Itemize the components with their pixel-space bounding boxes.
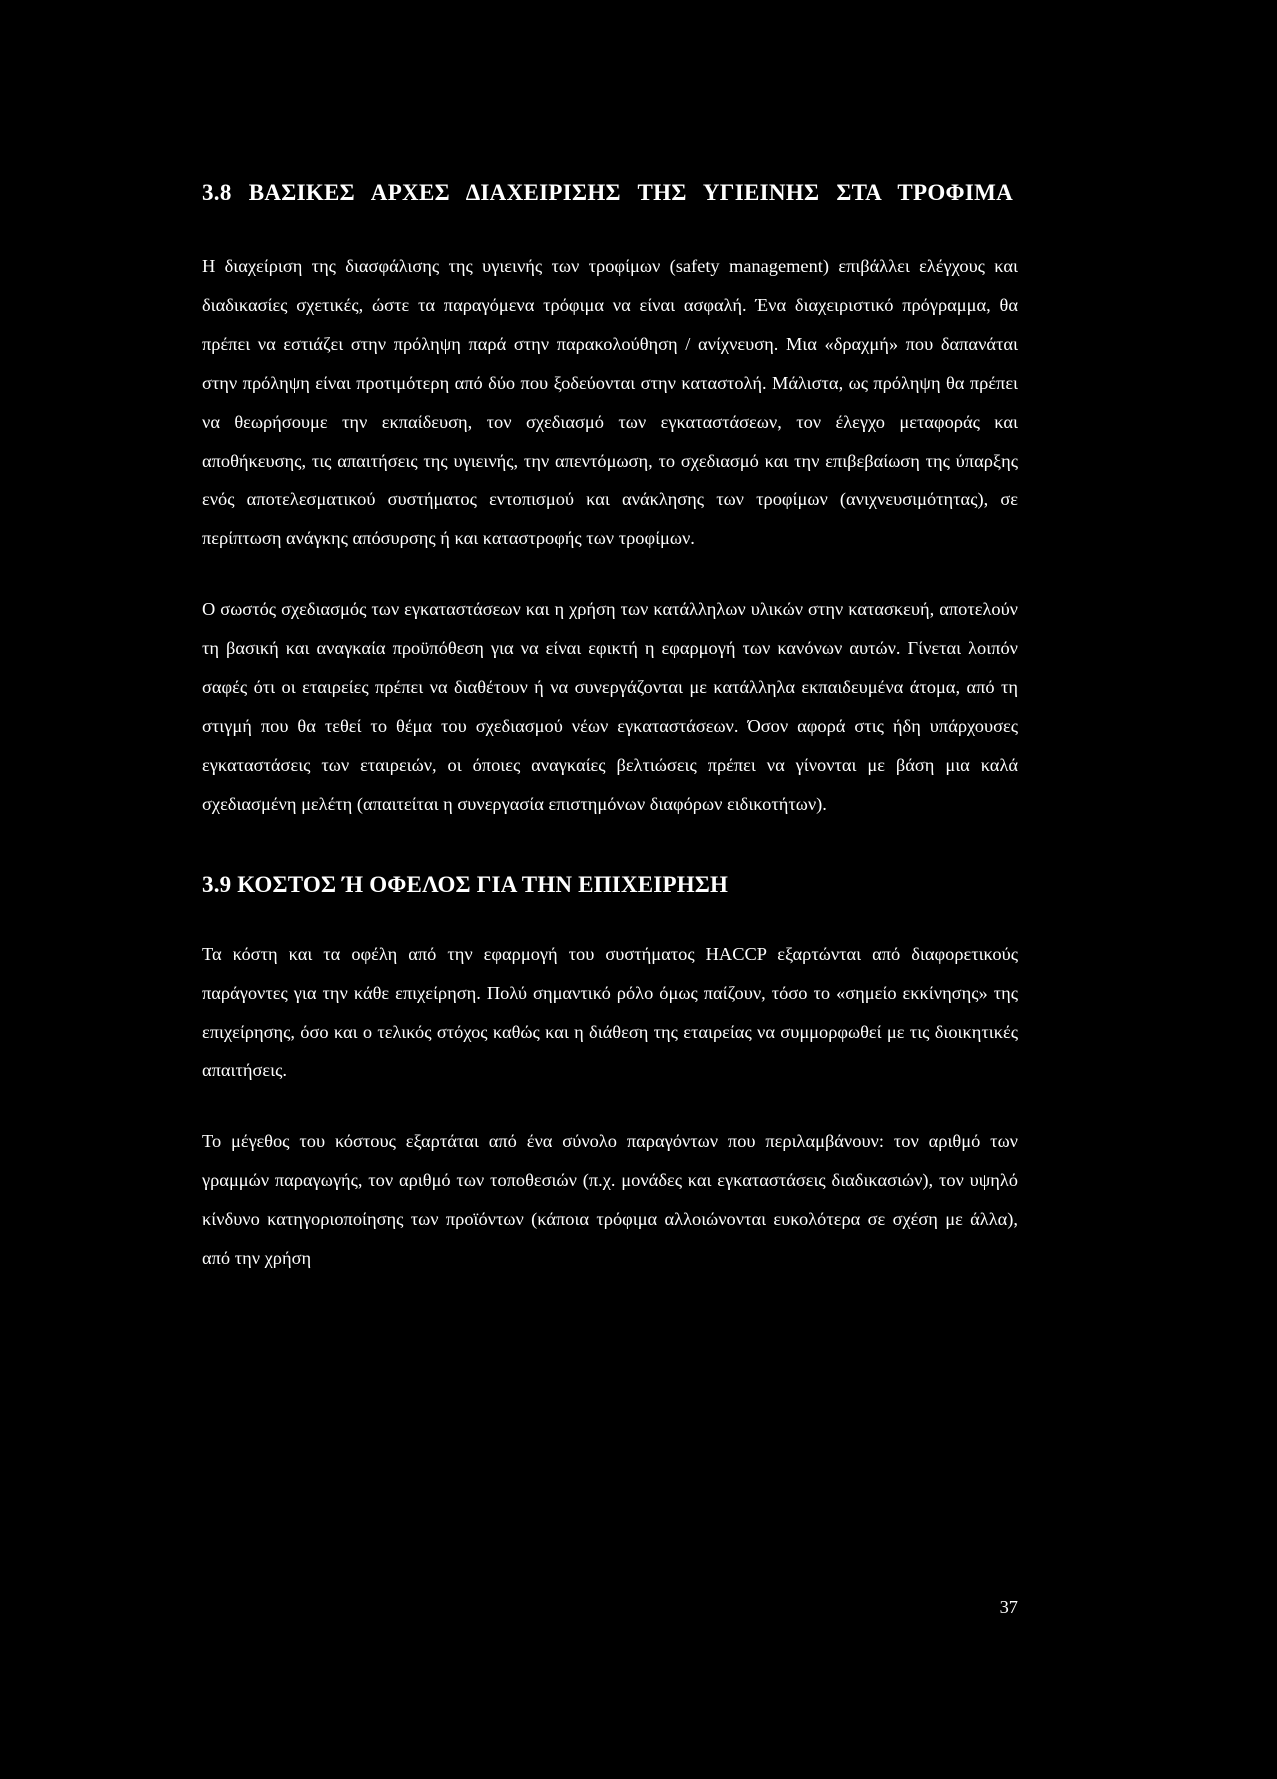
spacer: [202, 905, 1018, 935]
section-3-8-paragraph-1: Η διαχείριση της διασφάλισης της υγιεινής των τροφίμων (safety management) επιβάλλει ελέγχους και διαδικασίες σχετικές, ώστε τα παραγόμενα τρόφιμα να είναι ασφαλή. Ένα διαχειριστικό πρόγραμμα, θα πρέπει να εστιάζει στην πρόληψη παρά στην παρακολούθηση / ανίχνευση. Μια «δραχμή» που δαπανάται στην πρόληψη είναι προτιμότερη από δύο που ξοδεύονται στην καταστολή. Μάλιστα, ως πρόληψη θα πρέπει να θεωρήσουμε την εκπαίδευση, τον σχεδιασμό των εγκαταστάσεων, τον έλεγχο μεταφοράς και αποθήκευσης, τις απαιτήσεις της υγιεινής, την απεντόμωση, το σχεδιασμό και την επιβεβαίωση της ύπαρξης ενός αποτελεσματικού συστήματος εντοπισμού και ανάκλησης των τροφίμων (ανιχνευσιμότητας), σε περίπτωση ανάγκης απόσυρσης ή και καταστροφής των τροφίμων.: [202, 256, 1018, 549]
page-content: [202, 172, 1018, 1278]
section-3-8-heading: 3.8 ΒΑΣΙΚΕΣ ΑΡΧΕΣ ΔΙΑΧΕΙΡΙΣΗΣ ΤΗΣ ΥΓΙΕΙΝΗΣ ΣΤΑ ΤΡΟΦΙΜΑ: [202, 180, 1014, 205]
spacer: [202, 558, 1018, 590]
spacer: [202, 213, 1018, 247]
section-3-8-paragraph-2: Ο σωστός σχεδιασμός των εγκαταστάσεων και η χρήση των κατάλληλων υλικών στην κατασκευή, αποτελούν τη βασική και αναγκαία προϋπόθεση για να είναι εφικτή η εφαρμογή των κανόνων αυτών. Γίνεται λοιπόν σαφές ότι οι εταιρείες πρέπει να διαθέτουν ή να συνεργάζονται με κατάλληλα εκπαιδευμένα άτομα, από τη στιγμή που θα τεθεί το θέμα του σχεδιασμού νέων εγκαταστάσεων. Όσον αφορά στις ήδη υπάρχουσες εγκαταστάσεις των εταιρειών, οι όποιες αναγκαίες βελτιώσεις πρέπει να γίνονται με βάση μια καλά σχεδιασμένη μελέτη (απαιτείται η συνεργασία επιστημόνων διαφόρων ειδικοτήτων).: [202, 599, 1018, 814]
spacer: [202, 824, 1018, 864]
page-number: 37: [999, 1597, 1018, 1617]
section-3-9-paragraph-1: Τα κόστη και τα οφέλη από την εφαρμογή του συστήματος HACCP εξαρτώνται από διαφορετικούς παράγοντες για την κάθε επιχείρηση. Πολύ σημαντικό ρόλο όμως παίζουν, τόσο το «σημείο εκκίνησης» της επιχείρησης, όσο και ο τελικός στόχος καθώς και η διάθεση της εταιρείας να συμμορφωθεί με τις διοικητικές απαιτήσεις.: [202, 943, 1018, 1081]
spacer: [202, 1090, 1018, 1122]
section-3-9-heading: 3.9 ΚΟΣΤΟΣ Ή ΟΦΕΛΟΣ ΓΙΑ ΤΗΝ ΕΠΙΧΕΙΡΗΣΗ: [202, 871, 729, 897]
section-3-9-paragraph-2: Το μέγεθος του κόστους εξαρτάται από ένα σύνολο παραγόντων που περιλαμβάνουν: τον αριθμό των γραμμών παραγωγής, τον αριθμό των τοποθεσιών (π.χ. μονάδες και εγκαταστάσεις διαδικασιών), τον υψηλό κίνδυνο κατηγοριοποίησης των προϊόντων (κάποια τρόφιμα αλλοιώνονται ευκολότερα σε σχέση με άλλα), από την χρήση: [202, 1131, 1018, 1269]
